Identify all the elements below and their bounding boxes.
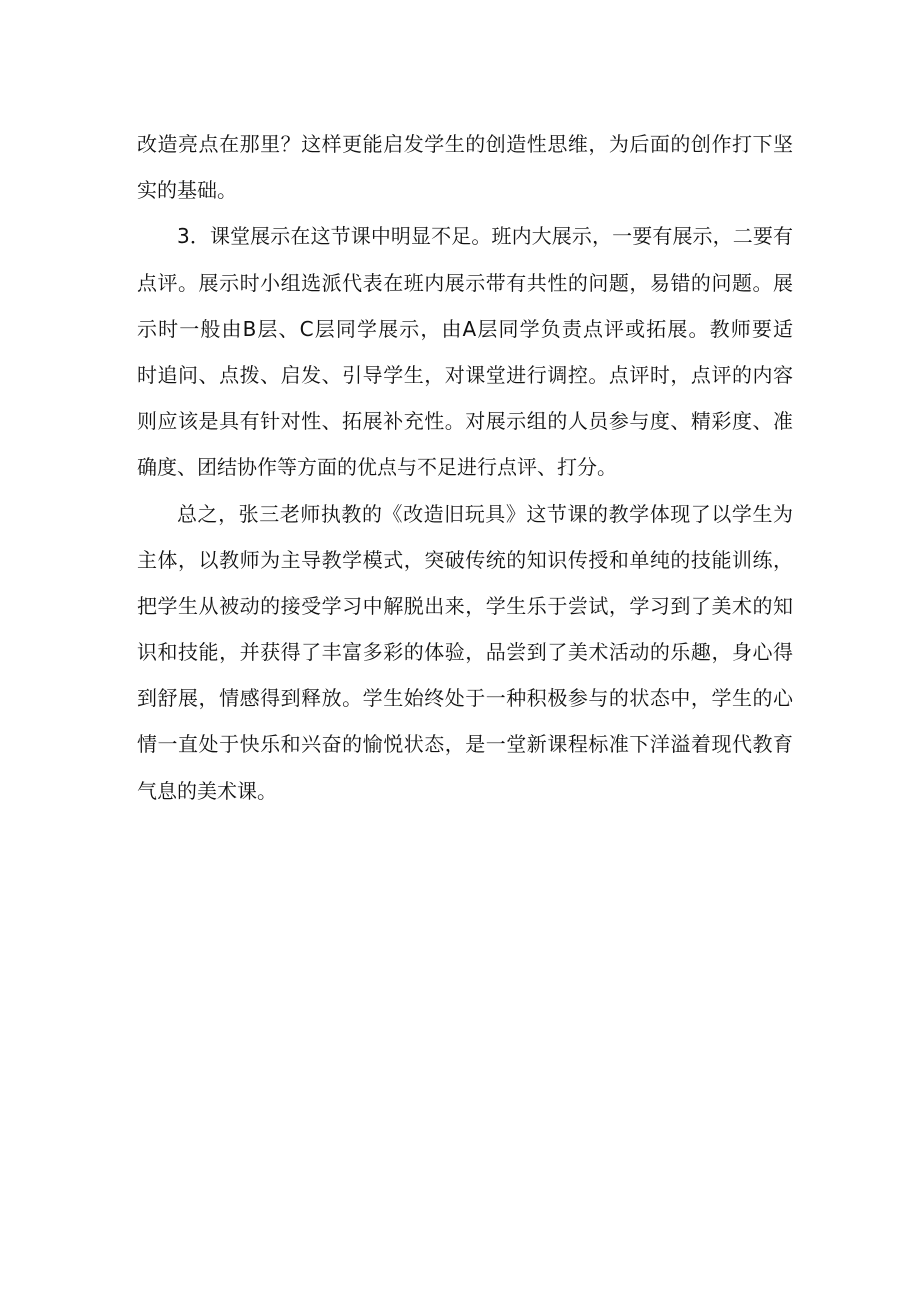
paragraph-line: 确度、团结协作等方面的优点与不足进行点评、打分。 — [137, 455, 617, 480]
paragraph-summary — [137, 491, 793, 814]
paragraph-line: 总之，张三老师执教的《改造旧玩具》这节课的教学体现了以学生为 — [177, 501, 793, 526]
paragraph-line: 时追问、点拨、启发、引导学生，对课堂进行调控。点评时，点评的内容 — [137, 362, 793, 387]
paragraph-line: 则应该是具有针对性、拓展补充性。对展示组的人员参与度、精彩度、准 — [137, 409, 793, 434]
paragraph-line: 示时一般由B层、C层同学展示，由A层同学负责点评或拓展。教师要适 — [137, 316, 793, 341]
paragraph-line: 点评。展示时小组选派代表在班内展示带有共性的问题，易错的问题。展 — [137, 270, 793, 295]
paragraph-line: 到舒展，情感得到释放。学生始终处于一种积极参与的状态中，学生的心 — [137, 686, 793, 711]
paragraph-line: 3．课堂展示在这节课中明显不足。班内大展示，一要有展示，二要有 — [177, 224, 793, 249]
paragraph-continuation — [137, 121, 793, 213]
paragraph-line: 识和技能，并获得了丰富多彩的体验，品尝到了美术活动的乐趣，身心得 — [137, 640, 793, 665]
paragraph-line: 把学生从被动的接受学习中解脱出来，学生乐于尝试，学习到了美术的知 — [137, 593, 793, 618]
paragraph-line: 实的基础。 — [137, 178, 237, 203]
paragraph-line: 改造亮点在那里？这样更能启发学生的创造性思维，为后面的创作打下坚 — [137, 132, 793, 156]
paragraph-classroom-display — [137, 213, 793, 490]
paragraph-line: 情一直处于快乐和兴奋的愉悦状态，是一堂新课程标准下洋溢着现代教育 — [137, 732, 793, 757]
document-body — [137, 121, 793, 814]
paragraph-line: 主体，以教师为主导教学模式，突破传统的知识传授和单纯的技能训练， — [137, 547, 793, 572]
paragraph-line: 气息的美术课。 — [137, 778, 277, 803]
